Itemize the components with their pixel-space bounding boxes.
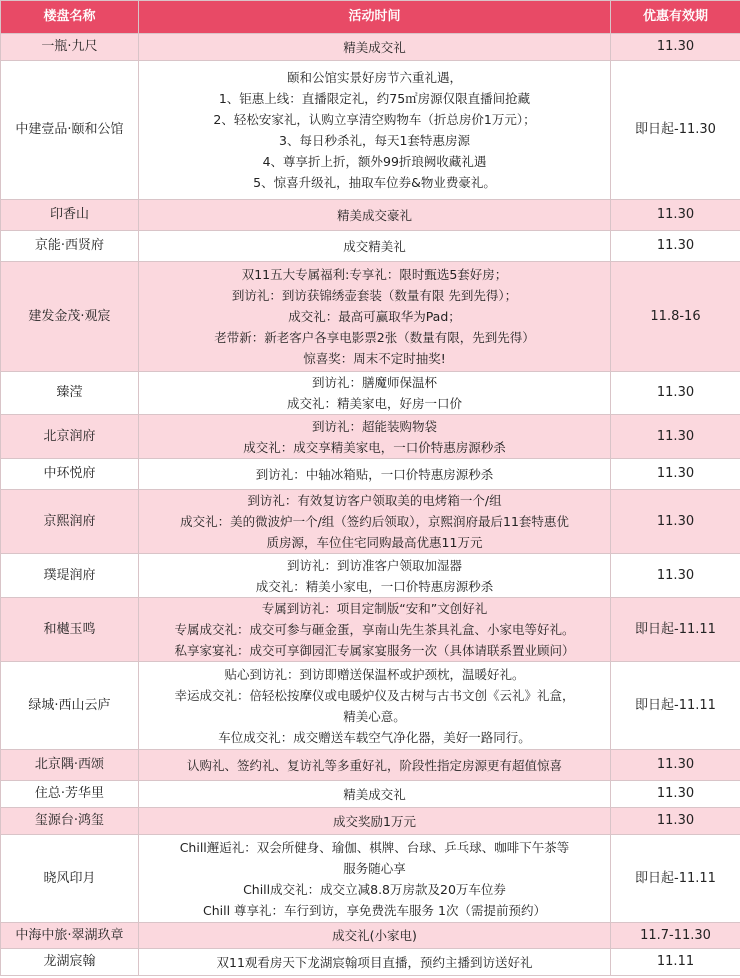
validity-cell: 11.30: [611, 554, 740, 598]
activity-cell: 认购礼、签约礼、复访礼等多重好礼，阶段性指定房源更有超值惊喜: [139, 750, 611, 781]
validity-cell: 11.30: [611, 34, 740, 61]
validity-cell: 11.30: [611, 231, 740, 262]
property-name-cell: 中海中旅·翠湖玖章: [1, 923, 139, 949]
header-validity: 优惠有效期: [611, 1, 740, 34]
activity-cell: 成交奖励1万元: [139, 808, 611, 835]
table-row: [1, 923, 740, 949]
activity-cell: 精美成交礼: [139, 781, 611, 808]
validity-cell: 即日起-11.11: [611, 835, 740, 923]
table-row: [1, 231, 740, 262]
table-row: [1, 34, 740, 61]
property-name-cell: 建发金茂·观宸: [1, 262, 139, 372]
activity-cell: 到访礼：超能装购物袋 成交礼：成交享精美家电，一口价特惠房源秒杀: [139, 415, 611, 459]
table-row: [1, 459, 740, 490]
table-row: [1, 835, 740, 923]
activity-cell: 精美成交礼: [139, 34, 611, 61]
table-row: [1, 949, 740, 976]
activity-cell: 到访礼：到访准客户领取加湿器 成交礼：精美小家电，一口价特惠房源秒杀: [139, 554, 611, 598]
validity-cell: 11.30: [611, 459, 740, 490]
header-row: [1, 1, 740, 34]
activity-cell: 双11五大专属福利:专享礼：限时甄选5套好房； 到访礼：到访获锦绣壶套装（数量有限 先到先得）； 成交礼：最高可赢取华为Pad； 老带新：新老客户各享电影票2张（数量有限，先到先得） 惊喜奖：周末不定时抽奖!: [139, 262, 611, 372]
property-name-cell: 臻滢: [1, 372, 139, 415]
activity-cell: 专属到访礼：项目定制版“安和”文创好礼 专属成交礼：成交可参与砸金蛋，享南山先生茶具礼盒、小家电等好礼。 私享家宴礼：成交可享御园汇专属家宴服务一次（具体请联系置业顾问）: [139, 598, 611, 662]
table-row: [1, 490, 740, 554]
activity-cell: 贴心到访礼：到访即赠送保温杯或护颈枕，温暖好礼。 幸运成交礼：倍轻松按摩仪或电暖炉仪及古树与古书文创《云礼》礼盒， 精美心意。 车位成交礼：成交赠送车载空气净化器，美好一路同行。: [139, 662, 611, 750]
property-name-cell: 京熙润府: [1, 490, 139, 554]
validity-cell: 11.30: [611, 781, 740, 808]
validity-cell: 11.30: [611, 750, 740, 781]
table-body: [1, 34, 740, 976]
property-name-cell: 龙湖宸翰: [1, 949, 139, 976]
property-name-cell: 北京隅·西颂: [1, 750, 139, 781]
activity-cell: 颐和公馆实景好房节六重礼遇， 1、钜惠上线：直播限定礼，约75㎡房源仅限直播间抢藏 2、轻松安家礼，认购立享清空购物车（折总房价1万元）； 3、每日秒杀礼，每天1套特惠房源 4、尊享折上折，额外99折琅阙收藏礼遇 5、惊喜升级礼，抽取车位券&物业费豪礼。: [139, 61, 611, 200]
table-row: [1, 808, 740, 835]
validity-cell: 11.30: [611, 372, 740, 415]
validity-cell: 11.30: [611, 200, 740, 231]
activity-cell: 到访礼：膳魔师保温杯 成交礼：精美家电，好房一口价: [139, 372, 611, 415]
validity-cell: 11.11: [611, 949, 740, 976]
validity-cell: 11.30: [611, 490, 740, 554]
validity-cell: 11.7-11.30: [611, 923, 740, 949]
activity-cell: 到访礼：中轴冰箱贴，一口价特惠房源秒杀: [139, 459, 611, 490]
property-name-cell: 中建壹品·颐和公馆: [1, 61, 139, 200]
property-name-cell: 绿城·西山云庐: [1, 662, 139, 750]
table-row: [1, 372, 740, 415]
activity-cell: 成交精美礼: [139, 231, 611, 262]
validity-cell: 即日起-11.11: [611, 662, 740, 750]
table-row: [1, 61, 740, 200]
activity-cell: 成交礼(小家电): [139, 923, 611, 949]
table-row: [1, 415, 740, 459]
validity-cell: 11.30: [611, 808, 740, 835]
property-name-cell: 印香山: [1, 200, 139, 231]
table-row: [1, 781, 740, 808]
property-name-cell: 玺源台·鸿玺: [1, 808, 139, 835]
activity-cell: 到访礼：有效复访客户领取美的电烤箱一个/组 成交礼：美的微波炉一个/组（签约后领取），京熙润府最后11套特惠优 质房源，车位住宅同购最高优惠11万元: [139, 490, 611, 554]
validity-cell: 11.30: [611, 415, 740, 459]
validity-cell: 即日起-11.30: [611, 61, 740, 200]
table-row: [1, 554, 740, 598]
property-name-cell: 和樾玉鸣: [1, 598, 139, 662]
header-name: 楼盘名称: [1, 1, 139, 34]
table-row: [1, 200, 740, 231]
activity-cell: Chill邂逅礼：双会所健身、瑜伽、棋牌、台球、乒乓球、咖啡下午茶等 服务随心享 Chill成交礼：成交立减8.8万房款及20万车位券 Chill 尊享礼：车行到访，享免费洗车服务 1次（需提前预约）: [139, 835, 611, 923]
property-name-cell: 晓风印月: [1, 835, 139, 923]
table-row: [1, 750, 740, 781]
property-name-cell: 京能·西贤府: [1, 231, 139, 262]
property-name-cell: 住总·芳华里: [1, 781, 139, 808]
validity-cell: 即日起-11.11: [611, 598, 740, 662]
table-row: [1, 598, 740, 662]
property-name-cell: 一瓶·九尺: [1, 34, 139, 61]
property-name-cell: 北京润府: [1, 415, 139, 459]
table-row: [1, 262, 740, 372]
property-name-cell: 璞瑅润府: [1, 554, 139, 598]
header-activity: 活动时间: [139, 1, 611, 34]
activity-cell: 精美成交豪礼: [139, 200, 611, 231]
validity-cell: 11.8-16: [611, 262, 740, 372]
property-name-cell: 中环悦府: [1, 459, 139, 490]
table-row: [1, 662, 740, 750]
activity-cell: 双11观看房天下龙湖宸翰项目直播，预约主播到访送好礼: [139, 949, 611, 976]
